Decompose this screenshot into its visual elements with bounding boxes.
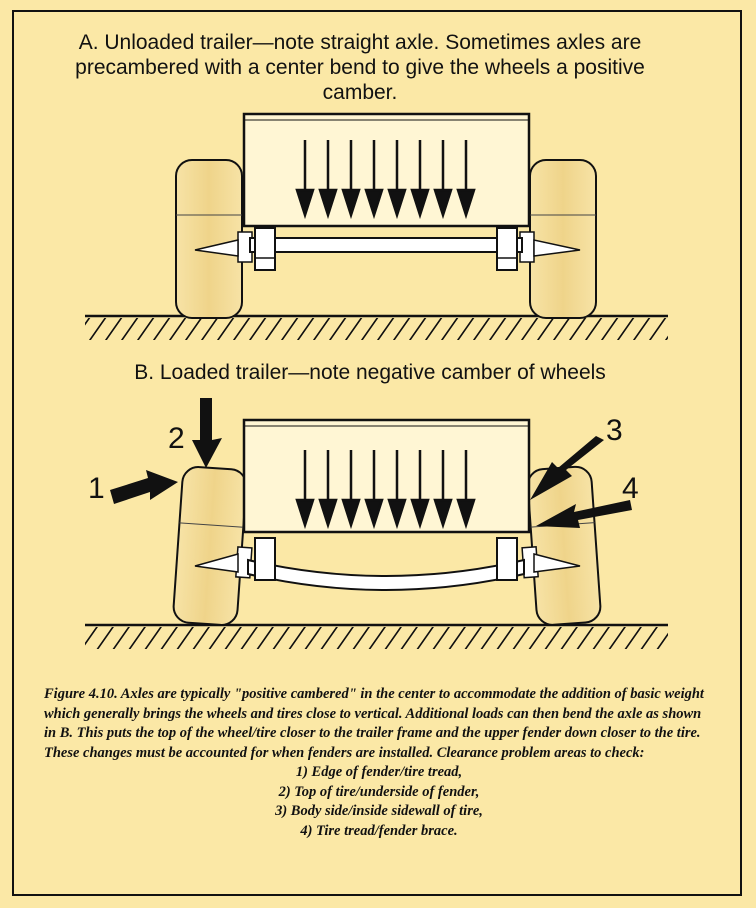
- clearance-arrow-2: [192, 398, 222, 468]
- checklist-item: 3) Body side/inside sidewall of tire,: [275, 803, 483, 819]
- caption-a: A. Unloaded trailer—note straight axle. Sometimes axles are precambered with a center bend to give the wheels a positive camber.: [75, 31, 645, 104]
- label-1: 1: [88, 472, 105, 505]
- trailer-body-a: [244, 114, 529, 226]
- label-3: 3: [606, 414, 623, 447]
- ground-a: [85, 316, 668, 340]
- figure-caption: [44, 685, 714, 841]
- ground-b: [85, 625, 668, 649]
- axle-b: [195, 538, 580, 590]
- checklist-item: 4) Tire tread/fender brace.: [300, 822, 458, 839]
- label-4: 4: [622, 472, 639, 505]
- diagram-a: [85, 114, 668, 340]
- label-2: 2: [168, 422, 185, 455]
- right-wheel-a: [520, 160, 596, 318]
- checklist-item: 2) Top of tire/underside of fender,: [278, 783, 480, 800]
- left-wheel-a: [176, 160, 252, 318]
- checklist-item: 1) Edge of fender/tire tread,: [295, 764, 463, 780]
- caption-b: B. Loaded trailer—note negative camber of wheels: [134, 361, 606, 384]
- trailer-body-b: [244, 420, 529, 532]
- caption-paragraph: Figure 4.10. Axles are typically "positive cambered" in the center to accommodate the addition of basic weight which generally brings the wheels and tires close to vertical. Additional loads can then bend the axle as shown in B. This puts the top of the wheel/tire closer to the trailer frame and the upper fender down closer to the tire. These changes must be accounted for when fenders are installed. Clearance problem areas to check:: [44, 686, 704, 761]
- clearance-arrow-1: [110, 470, 178, 504]
